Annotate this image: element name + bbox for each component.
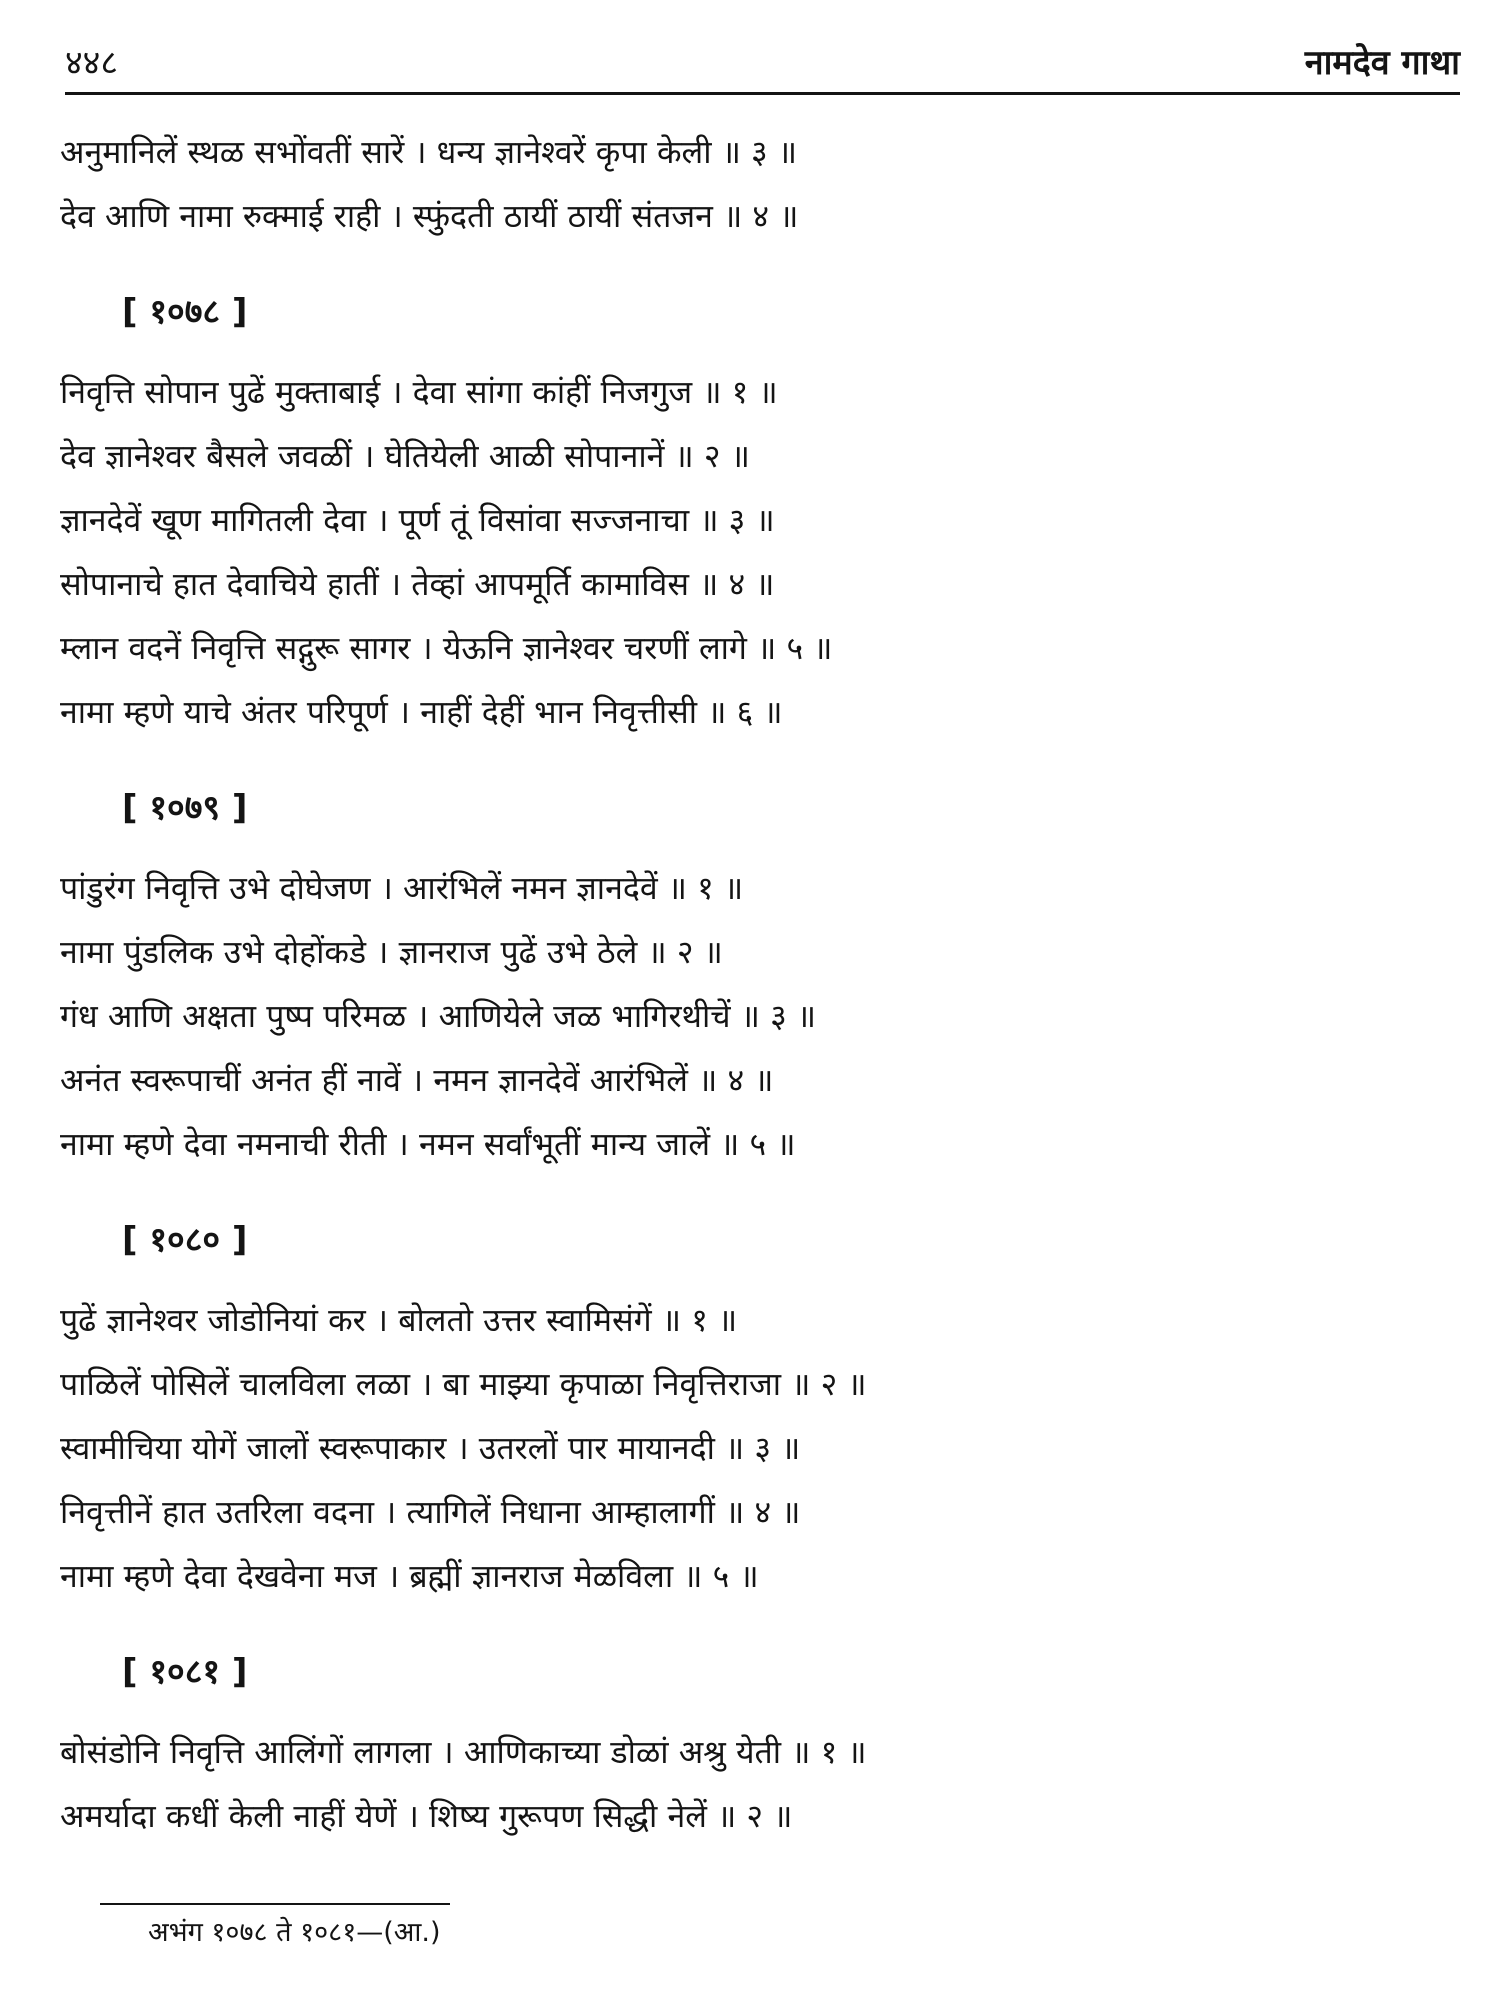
abhang-1081: [60, 1638, 1460, 1848]
verse-line: पाळिलें पोसिलें चालविला लळा । बा माझ्या कृपाळा निवृत्तिराजा ॥ २ ॥: [60, 1365, 867, 1403]
verse-line: देव ज्ञानेश्वर बैसले जवळीं । घेतियेली आळी सोपानानें ॥ २ ॥: [60, 437, 750, 475]
verse-line: निवृत्तीनें हात उतरिला वदना । त्यागिलें निधाना आम्हालागीं ॥ ४ ॥: [60, 1493, 801, 1531]
verse-line: ज्ञानदेवें खूण मागितली देवा । पूर्ण तूं विसांवा सज्जनाचा ॥ ३ ॥: [60, 501, 775, 539]
header-rule: [65, 92, 1460, 95]
verse-line: सोपानाचे हात देवाचिये हातीं । तेव्हां आपमूर्ति कामाविस ॥ ४ ॥: [60, 565, 775, 603]
abhang-1080: [60, 1206, 1460, 1608]
verse-line: निवृत्ति सोपान पुढें मुक्ताबाई । देवा सांगा कांहीं निजगुज ॥ १ ॥: [60, 373, 778, 411]
footnote: अभंग १०७८ ते १०८१—(आ.): [148, 1917, 441, 1948]
abhang-number: [ १०८१ ]: [122, 1652, 248, 1692]
verse-line: अनुमानिलें स्थळ सभोंवतीं सारें । धन्य ज्ञानेश्वरें कृपा केली ॥ ३ ॥: [60, 133, 798, 171]
abhang-number: [ १०७९ ]: [122, 788, 248, 828]
abhang-1078: [60, 278, 1460, 744]
footnote-rule: [100, 1903, 450, 1905]
verse-line: पुढें ज्ञानेश्वर जोडोनियां कर । बोलतो उत्तर स्वामिसंगें ॥ १ ॥: [60, 1301, 738, 1339]
verse-line: बोसंडोनि निवृत्ति आलिंगों लागला । आणिकाच्या डोळां अश्रु येती ॥ १ ॥: [60, 1733, 867, 1771]
abhang-number: [ १०८० ]: [122, 1220, 248, 1260]
abhang-number: [ १०७८ ]: [122, 292, 248, 332]
page-body: [60, 120, 1460, 1848]
verse-line: नामा पुंडलिक उभे दोहोंकडे । ज्ञानराज पुढें उभे ठेले ॥ २ ॥: [60, 933, 723, 971]
verse-line: नामा म्हणे याचे अंतर परिपूर्ण । नाहीं देहीं भान निवृत्तीसी ॥ ६ ॥: [60, 693, 783, 731]
page-header: [65, 38, 1460, 90]
verse-line: अमर्यादा कधीं केली नाहीं येणें । शिष्य गुरूपण सिद्धी नेलें ॥ २ ॥: [60, 1797, 793, 1835]
abhang-1079: [60, 774, 1460, 1176]
running-title: नामदेव गाथा: [1304, 43, 1460, 83]
verse-line: गंध आणि अक्षता पुष्प परिमळ । आणियेले जळ भागिरथीचें ॥ ३ ॥: [60, 997, 817, 1035]
verse-line: देव आणि नामा रुक्माई राही । स्फुंदती ठायीं ठायीं संतजन ॥ ४ ॥: [60, 197, 799, 235]
verse-line: नामा म्हणे देवा नमनाची रीती । नमन सर्वांभूतीं मान्य जालें ॥ ५ ॥: [60, 1125, 796, 1163]
verse-line: नामा म्हणे देवा देखवेना मज । ब्रह्मीं ज्ञानराज मेळविला ॥ ५ ॥: [60, 1557, 759, 1595]
verse-line: म्लान वदनें निवृत्ति सद्गुरू सागर । येऊनि ज्ञानेश्वर चरणीं लागे ॥ ५ ॥: [60, 629, 833, 667]
page-number: ४४८: [65, 43, 119, 83]
intro-verses: [60, 120, 1460, 248]
verse-line: पांडुरंग निवृत्ति उभे दोघेजण । आरंभिलें नमन ज्ञानदेवें ॥ १ ॥: [60, 869, 744, 907]
verse-line: स्वामीचिया योगें जालों स्वरूपाकार । उतरलों पार मायानदी ॥ ३ ॥: [60, 1429, 801, 1467]
verse-line: अनंत स्वरूपाचीं अनंत हीं नावें । नमन ज्ञानदेवें आरंभिलें ॥ ४ ॥: [60, 1061, 774, 1099]
